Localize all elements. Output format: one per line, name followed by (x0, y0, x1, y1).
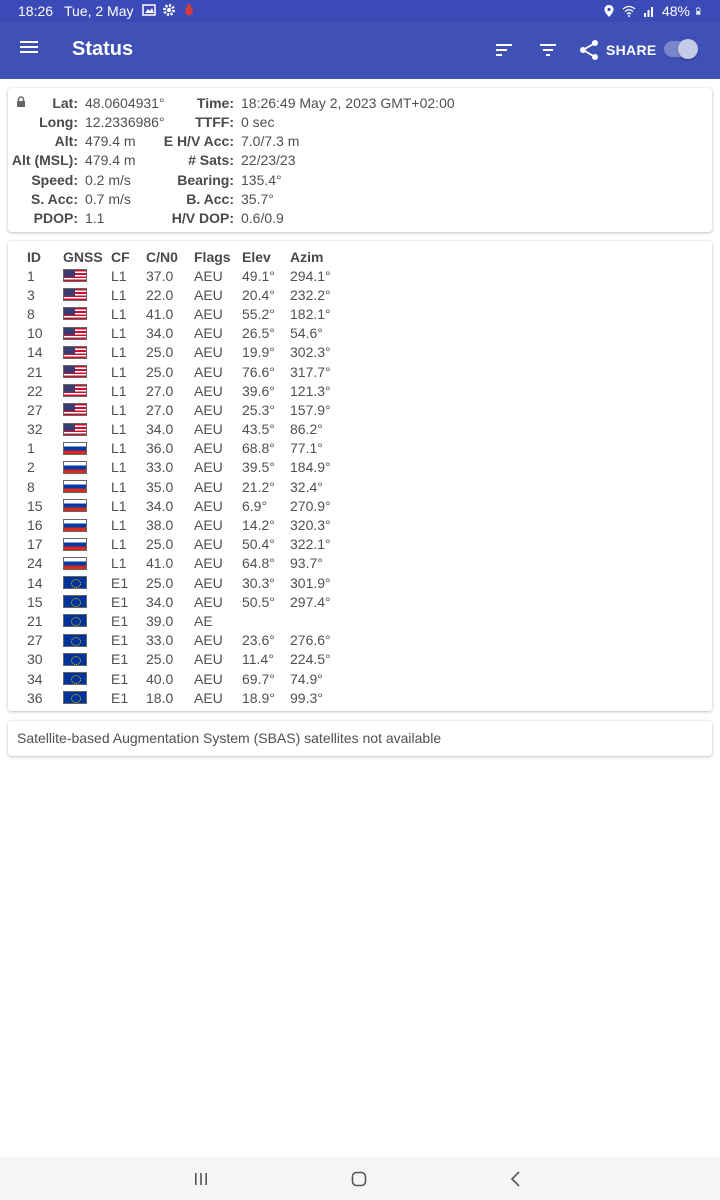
cn0-value: 35.0 (146, 478, 174, 495)
cn0-value: 38.0 (146, 517, 174, 534)
azimuth-value: 301.9° (290, 574, 331, 591)
sat-id: 14 (27, 344, 43, 361)
carrier-frequency: L1 (111, 382, 127, 399)
sat-id: 34 (27, 670, 43, 687)
azimuth-value: 297.4° (290, 593, 331, 610)
system-nav-bar (0, 1157, 720, 1200)
flags-value: AEU (194, 401, 223, 418)
gnss-flag (63, 477, 111, 496)
gnss-flag (63, 515, 111, 534)
cn0-value: 27.0 (146, 382, 174, 399)
gnss-flag (63, 381, 111, 400)
flags-value: AEU (194, 689, 223, 706)
russia-flag-icon (63, 557, 87, 570)
home-icon[interactable] (349, 1169, 369, 1189)
us-flag-icon (63, 346, 87, 359)
gnss-flag (63, 362, 111, 381)
flags-value: AEU (194, 325, 223, 342)
cn0-value: 33.0 (146, 459, 174, 476)
cn0-value: 25.0 (146, 536, 174, 553)
wifi-icon (622, 4, 636, 18)
elevation-value: 50.5° (242, 593, 275, 610)
header-id[interactable]: ID (27, 248, 41, 265)
table-row (27, 400, 350, 419)
cn0-value: 22.0 (146, 286, 174, 303)
carrier-frequency: L1 (111, 421, 127, 438)
elevation-value: 19.9° (242, 344, 275, 361)
header-cn0[interactable]: C/N0 (146, 248, 178, 265)
us-flag-icon (63, 365, 87, 378)
us-flag-icon (63, 327, 87, 340)
us-flag-icon (63, 288, 87, 301)
table-row (27, 592, 350, 611)
long-value: 12.2336986° (85, 114, 165, 130)
table-row (27, 343, 350, 362)
carrier-frequency: L1 (111, 267, 127, 284)
lat-value: 48.0604931° (85, 95, 165, 111)
elevation-value: 20.4° (242, 286, 275, 303)
elevation-value: 49.1° (242, 267, 275, 284)
bearing-value: 135.4° (241, 172, 282, 188)
app-bar (0, 22, 720, 79)
recent-apps-icon[interactable] (191, 1169, 211, 1189)
elevation-value: 39.5° (242, 459, 275, 476)
elevation-value: 11.4° (242, 651, 274, 668)
sat-id: 1 (27, 440, 35, 457)
elevation-value (242, 611, 290, 630)
ttff-value: 0 sec (241, 114, 275, 130)
flags-value: AE (194, 612, 213, 629)
sat-id: 2 (27, 459, 35, 476)
azimuth-value: 320.3° (290, 517, 331, 534)
signal-icon (642, 4, 656, 18)
alt-value: 479.4 m (85, 133, 136, 149)
table-row (27, 535, 350, 554)
carrier-frequency: L1 (111, 286, 127, 303)
location-icon (602, 4, 616, 18)
russia-flag-icon (63, 461, 87, 474)
sort-icon[interactable] (492, 38, 516, 62)
sat-id: 27 (27, 401, 43, 418)
azimuth-value: 157.9° (290, 401, 331, 418)
bearing-label: Bearing: (177, 172, 234, 188)
sbas-message: Satellite-based Augmentation System (SBAS) satellites not available (17, 730, 442, 746)
sat-id: 27 (27, 632, 43, 649)
time-label: Time: (196, 95, 234, 111)
table-row (27, 304, 350, 323)
eu-flag-icon (63, 614, 87, 627)
elevation-value: 30.3° (242, 574, 275, 591)
cn0-value: 36.0 (146, 440, 174, 457)
satellite-table-card (8, 241, 712, 711)
num-sats-label: # Sats: (188, 152, 234, 168)
bearing-acc-label: B. Acc: (186, 191, 234, 207)
header-elev[interactable]: Elev (242, 248, 271, 265)
flags-value: AEU (194, 421, 223, 438)
azimuth-value: 182.1° (290, 305, 331, 322)
speed-acc-label: S. Acc: (31, 191, 78, 207)
flags-value: AEU (194, 536, 223, 553)
carrier-frequency: L1 (111, 325, 127, 342)
gnss-flag (63, 554, 111, 573)
gnss-flag (63, 611, 111, 630)
gnss-flag (63, 439, 111, 458)
flags-value: AEU (194, 382, 223, 399)
cn0-value: 37.0 (146, 267, 174, 284)
share-button[interactable] (578, 38, 657, 62)
num-sats-value: 22/23/23 (241, 152, 296, 168)
speed-label: Speed: (31, 172, 78, 188)
menu-icon[interactable] (20, 38, 44, 62)
header-azim[interactable]: Azim (290, 248, 324, 265)
azimuth-value: 224.5° (290, 651, 331, 668)
eu-flag-icon (63, 653, 87, 666)
sat-id: 16 (27, 517, 43, 534)
elevation-value: 43.5° (242, 421, 275, 438)
sat-id: 17 (27, 536, 43, 553)
cn0-value: 25.0 (146, 574, 174, 591)
azimuth-value: 232.2° (290, 286, 331, 303)
russia-flag-icon (63, 538, 87, 551)
table-row (27, 324, 350, 343)
flags-value: AEU (194, 440, 223, 457)
flags-value: AEU (194, 286, 223, 303)
cn0-value: 41.0 (146, 305, 174, 322)
carrier-frequency: L1 (111, 363, 127, 380)
carrier-frequency: L1 (111, 440, 127, 457)
us-flag-icon (63, 384, 87, 397)
azimuth-value: 302.3° (290, 344, 331, 361)
sat-id: 14 (27, 574, 43, 591)
russia-flag-icon (63, 499, 87, 512)
alt-label: Alt: (54, 133, 78, 149)
header-flags[interactable]: Flags (194, 248, 231, 265)
cn0-value: 33.0 (146, 632, 174, 649)
cn0-value: 40.0 (146, 670, 174, 687)
carrier-frequency: E1 (111, 689, 129, 706)
elevation-value: 76.6° (242, 363, 275, 380)
gear-icon (162, 3, 176, 17)
us-flag-icon (63, 269, 87, 282)
table-row (27, 285, 350, 304)
eu-flag-icon (63, 595, 87, 608)
flags-value: AEU (194, 497, 223, 514)
flags-value: AEU (194, 593, 223, 610)
table-row (27, 362, 350, 381)
carrier-frequency: E1 (111, 632, 129, 649)
system-status-bar (0, 0, 720, 22)
flags-value: AEU (194, 478, 223, 495)
page-title: Status (72, 38, 134, 60)
sbas-card (8, 721, 712, 756)
russia-flag-icon (63, 519, 87, 532)
lat-label: Lat: (52, 95, 78, 111)
satellite-table (27, 247, 350, 707)
gnss-flag (63, 266, 111, 285)
carrier-frequency: L1 (111, 517, 127, 534)
sat-id: 15 (27, 593, 43, 610)
cn0-value: 34.0 (146, 325, 174, 342)
azimuth-value: 184.9° (290, 459, 331, 476)
flags-value: AEU (194, 517, 223, 534)
gnss-flag (63, 650, 111, 669)
elevation-value: 21.2° (242, 478, 275, 495)
azimuth-value: 74.9° (290, 670, 323, 687)
azimuth-value: 294.1° (290, 267, 331, 284)
carrier-frequency: L1 (111, 344, 127, 361)
table-row (27, 650, 350, 669)
cn0-value: 25.0 (146, 344, 174, 361)
carrier-frequency: E1 (111, 593, 129, 610)
eu-flag-icon (63, 672, 87, 685)
flags-value: AEU (194, 363, 223, 380)
sat-id: 21 (27, 612, 43, 629)
gnss-flag (63, 420, 111, 439)
azimuth-value: 322.1° (290, 536, 331, 553)
russia-flag-icon (63, 442, 87, 455)
cn0-value: 41.0 (146, 555, 174, 572)
gnss-flag (63, 669, 111, 688)
table-row (27, 420, 350, 439)
elevation-value: 26.5° (242, 325, 275, 342)
russia-flag-icon (63, 480, 87, 493)
elevation-value: 64.8° (242, 555, 275, 572)
ehv-acc-label: E H/V Acc: (163, 133, 234, 149)
speed-value: 0.2 m/s (85, 172, 131, 188)
sat-id: 15 (27, 497, 43, 514)
elevation-value: 39.6° (242, 382, 275, 399)
battery-icon (696, 4, 704, 18)
azimuth-value: 93.7° (290, 555, 323, 572)
bug-icon (182, 3, 196, 17)
carrier-frequency: E1 (111, 670, 129, 687)
azimuth-value (290, 611, 350, 630)
table-row (27, 496, 350, 515)
cn0-value: 25.0 (146, 363, 174, 380)
table-row (27, 688, 350, 707)
flags-value: AEU (194, 267, 223, 284)
image-icon (142, 3, 156, 17)
azimuth-value: 54.6° (290, 325, 323, 342)
gnss-flag (63, 304, 111, 323)
table-row (27, 573, 350, 592)
us-flag-icon (63, 423, 87, 436)
sat-id: 36 (27, 689, 43, 706)
azimuth-value: 121.3° (290, 382, 331, 399)
hv-dop-label: H/V DOP: (171, 210, 234, 226)
carrier-frequency: L1 (111, 459, 127, 476)
gnss-flag (63, 688, 111, 707)
eu-flag-icon (63, 634, 87, 647)
gnss-flag (63, 496, 111, 515)
carrier-frequency: L1 (111, 478, 127, 495)
sat-id: 21 (27, 363, 43, 380)
table-row (27, 381, 350, 400)
azimuth-value: 317.7° (290, 363, 331, 380)
us-flag-icon (63, 307, 87, 320)
sat-id: 24 (27, 555, 43, 572)
table-row (27, 631, 350, 650)
header-gnss[interactable]: GNSS (63, 248, 103, 265)
sat-id: 8 (27, 305, 35, 322)
table-row (27, 611, 350, 630)
flags-value: AEU (194, 632, 223, 649)
azimuth-value: 86.2° (290, 421, 323, 438)
azimuth-value: 77.1° (290, 440, 323, 457)
eu-flag-icon (63, 576, 87, 589)
elevation-value: 14.2° (242, 517, 275, 534)
cn0-value: 39.0 (146, 612, 174, 629)
elevation-value: 25.3° (242, 401, 275, 418)
cn0-value: 34.0 (146, 497, 174, 514)
pdop-label: PDOP: (33, 210, 78, 226)
table-row (27, 554, 350, 573)
elevation-value: 23.6° (242, 632, 275, 649)
speed-acc-value: 0.7 m/s (85, 191, 131, 207)
flags-value: AEU (194, 555, 223, 572)
table-row (27, 439, 350, 458)
gnss-flag (63, 631, 111, 650)
gnss-flag (63, 324, 111, 343)
status-toggle[interactable] (664, 41, 696, 57)
date: Tue, 2 May (64, 3, 134, 19)
time-value: 18:26:49 May 2, 2023 GMT+02:00 (241, 95, 455, 111)
sat-id: 8 (27, 478, 35, 495)
sat-id: 10 (27, 325, 43, 342)
table-row (27, 266, 350, 285)
cn0-value: 27.0 (146, 401, 174, 418)
sat-id: 32 (27, 421, 43, 438)
header-cf[interactable]: CF (111, 248, 130, 265)
gnss-flag (63, 400, 111, 419)
bearing-acc-value: 35.7° (241, 191, 274, 207)
ehv-acc-value: 7.0/7.3 m (241, 133, 300, 149)
table-row (27, 515, 350, 534)
carrier-frequency: L1 (111, 536, 127, 553)
cn0-value: 25.0 (146, 651, 174, 668)
hv-dop-value: 0.6/0.9 (241, 210, 284, 226)
azimuth-value: 32.4° (290, 478, 323, 495)
eu-flag-icon (63, 691, 87, 704)
flags-value: AEU (194, 670, 223, 687)
pdop-value: 1.1 (85, 210, 105, 226)
azimuth-value: 99.3° (290, 689, 323, 706)
table-header-row (27, 247, 350, 266)
sat-id: 1 (27, 267, 35, 284)
sat-id: 30 (27, 651, 43, 668)
table-row (27, 669, 350, 688)
share-label: SHARE (606, 42, 657, 58)
carrier-frequency: E1 (111, 574, 129, 591)
cn0-value: 34.0 (146, 593, 174, 610)
flags-value: AEU (194, 651, 223, 668)
elevation-value: 69.7° (242, 670, 275, 687)
elevation-value: 18.9° (242, 689, 275, 706)
flags-value: AEU (194, 344, 223, 361)
gnss-flag (63, 592, 111, 611)
cn0-value: 34.0 (146, 421, 174, 438)
carrier-frequency: L1 (111, 555, 127, 572)
sat-id: 3 (27, 286, 35, 303)
gnss-flag (63, 535, 111, 554)
share-icon (578, 39, 600, 61)
table-row (27, 477, 350, 496)
elevation-value: 55.2° (242, 305, 275, 322)
flags-value: AEU (194, 305, 223, 322)
carrier-frequency: L1 (111, 401, 127, 418)
carrier-frequency: L1 (111, 497, 127, 514)
flags-value: AEU (194, 459, 223, 476)
location-status-card (8, 88, 712, 232)
table-row (27, 458, 350, 477)
carrier-frequency: E1 (111, 651, 129, 668)
clock: 18:26 (18, 3, 54, 19)
gnss-flag (63, 285, 111, 304)
us-flag-icon (63, 403, 87, 416)
filter-icon[interactable] (536, 38, 560, 62)
alt-msl-label: Alt (MSL): (11, 152, 78, 168)
azimuth-value: 270.9° (290, 497, 331, 514)
sat-id: 22 (27, 382, 43, 399)
carrier-frequency: L1 (111, 305, 127, 322)
carrier-frequency: E1 (111, 612, 129, 629)
long-label: Long: (39, 114, 78, 130)
cn0-value: 18.0 (146, 689, 174, 706)
ttff-label: TTFF: (195, 114, 234, 130)
gnss-flag (63, 573, 111, 592)
back-icon[interactable] (506, 1169, 526, 1189)
elevation-value: 68.8° (242, 440, 275, 457)
alt-msl-value: 479.4 m (85, 152, 136, 168)
elevation-value: 6.9° (242, 497, 268, 514)
flags-value: AEU (194, 574, 223, 591)
azimuth-value: 276.6° (290, 632, 331, 649)
elevation-value: 50.4° (242, 536, 275, 553)
gnss-flag (63, 458, 111, 477)
battery-percent: 48% (661, 3, 690, 19)
gnss-flag (63, 343, 111, 362)
